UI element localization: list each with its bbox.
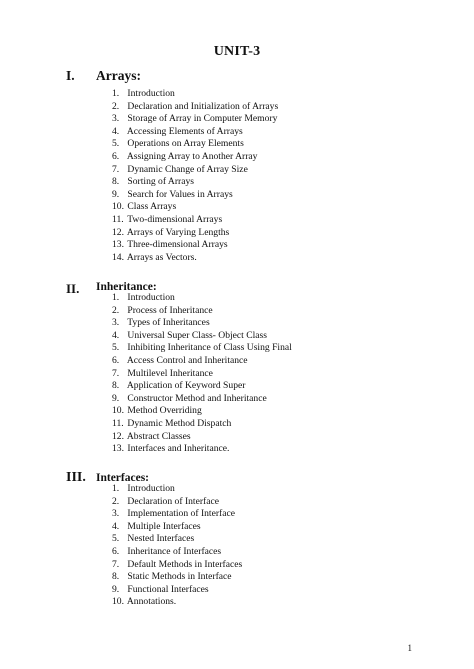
list-item: 2. Process of Inheritance — [112, 304, 213, 316]
list-item: 13. Three-dimensional Arrays — [112, 239, 228, 251]
list-item: 8. Static Methods in Interface — [112, 571, 232, 583]
section-arrays — [0, 68, 474, 263]
list-item: 1. Introduction — [112, 292, 175, 303]
list-item: 14. Arrays as Vectors. — [112, 251, 197, 263]
list-item: 7. Default Methods in Interfaces — [112, 558, 243, 570]
section-number: III. — [66, 470, 86, 485]
list-item: 6. Assigning Array to Another Array — [112, 150, 258, 162]
unit-title: UNIT-3 — [213, 44, 261, 59]
list-item: 11. Dynamic Method Dispatch — [112, 417, 232, 429]
list-item: 7. Multilevel Inheritance — [112, 367, 213, 379]
section-interfaces — [0, 470, 474, 608]
section-number: I. — [66, 68, 75, 83]
list-item: 11. Two-dimensional Arrays — [112, 213, 223, 225]
list-item: 8. Application of Keyword Super — [112, 380, 246, 392]
section-title: Interfaces: — [96, 472, 150, 484]
list-item: 9. Search for Values in Arrays — [112, 188, 233, 200]
list-item: 10. Annotations. — [112, 596, 177, 608]
list-item: 2. Declaration and Initialization of Arrays — [112, 100, 279, 112]
topic-list — [112, 483, 242, 609]
list-item: 13. Interfaces and Inheritance. — [112, 443, 230, 455]
list-item: 4. Universal Super Class- Object Class — [112, 329, 268, 341]
list-item: 4. Multiple Interfaces — [112, 520, 201, 532]
list-item: 6. Access Control and Inheritance — [112, 354, 248, 366]
topic-list — [112, 292, 292, 456]
list-item: 5. Operations on Array Elements — [112, 138, 244, 150]
section-heading — [0, 68, 474, 86]
list-item: 12. Abstract Classes — [112, 430, 191, 442]
list-item: 5. Inhibiting Inheritance of Class Using Final — [112, 342, 292, 354]
list-item: 8. Sorting of Arrays — [112, 176, 195, 188]
list-item: 12. Arrays of Varying Lengths — [112, 226, 230, 238]
list-item: 9. Constructor Method and Inheritance — [112, 392, 267, 404]
list-item: 1. Introduction — [112, 483, 175, 494]
list-item: 10. Method Overriding — [112, 405, 202, 417]
list-item: 3. Storage of Array in Computer Memory — [112, 113, 278, 125]
list-item: 4. Accessing Elements of Arrays — [112, 125, 243, 137]
list-item: 3. Types of Inheritances — [112, 317, 210, 329]
list-item: 7. Dynamic Change of Array Size — [112, 163, 248, 175]
section-inheritance — [0, 281, 474, 455]
page-number: 1 — [407, 643, 412, 653]
list-item: 9. Functional Interfaces — [112, 583, 209, 595]
section-number: II. — [66, 281, 80, 296]
list-item: 6. Inheritance of Interfaces — [112, 545, 222, 557]
list-item: 3. Implementation of Interface — [112, 508, 236, 520]
list-item: 2. Declaration of Interface — [112, 495, 220, 507]
list-item: 5. Nested Interfaces — [112, 533, 195, 545]
list-item: 10. Class Arrays — [112, 201, 177, 213]
section-title: Arrays: — [96, 68, 141, 83]
section-title: Inheritance: — [96, 281, 157, 293]
topic-list — [112, 88, 278, 264]
list-item: 1. Introduction — [112, 88, 175, 99]
